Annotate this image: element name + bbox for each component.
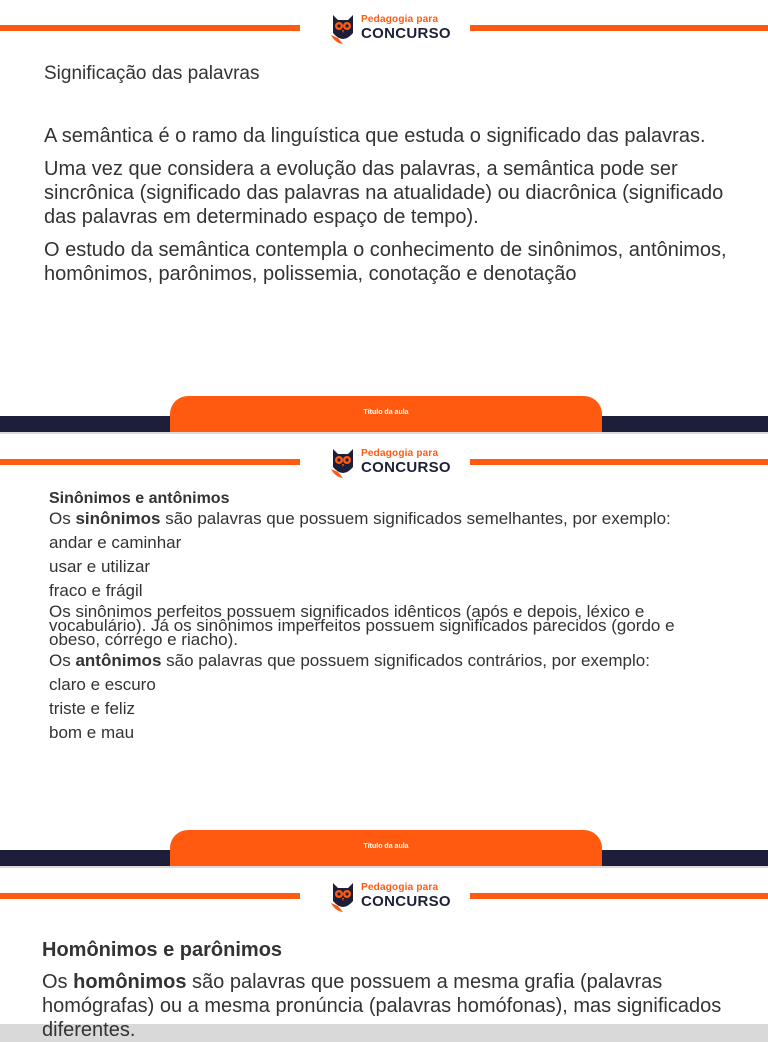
slide-2-content	[49, 489, 729, 747]
header-line-right	[470, 25, 768, 31]
list-item: claro e escuro	[49, 675, 156, 694]
header-line-left	[0, 459, 300, 465]
homonyms-definition	[42, 970, 732, 1042]
antonyms-definition	[49, 651, 729, 670]
slide-2-heading: Sinônimos e antônimos	[49, 490, 230, 507]
footer-tab	[170, 830, 602, 866]
text-rest: são palavras que possuem significados semelhantes, por exemplo:	[160, 509, 671, 528]
slide-1-heading: Significação das palavras	[44, 63, 260, 84]
list-item: bom e mau	[49, 723, 135, 742]
paragraph: A semântica é o ramo da linguística que estuda o significado das palavras.	[44, 125, 706, 147]
owl-icon	[329, 445, 357, 479]
list-item: triste e feliz	[49, 699, 135, 718]
header-line-left	[0, 893, 300, 899]
owl-icon	[329, 879, 357, 913]
text-prefix: Os	[49, 509, 76, 528]
list-item: andar e caminhar	[49, 533, 182, 552]
paragraph: Uma vez que considera a evolução das palavras, a semântica pode ser sincrônica (significado das palavras na atualidade) ou diacrônica (significado das palavras em determinado espaço de tempo).	[44, 158, 724, 228]
owl-icon	[329, 11, 357, 45]
text-prefix: Os	[42, 971, 74, 993]
brand-name-bottom: CONCURSO	[361, 893, 451, 910]
list-item: usar e utilizar	[49, 557, 151, 576]
brand-name-top: Pedagogia para	[361, 14, 439, 25]
footer-title: Título da aula	[363, 409, 409, 416]
term-antonimos: antônimos	[75, 651, 162, 670]
slide-1	[0, 0, 768, 432]
slide-3-heading: Homônimos e parônimos	[42, 939, 283, 961]
header-line-right	[470, 893, 768, 899]
perfect-synonyms-note: Os sinônimos perfeitos possuem significados idênticos (após e depois, léxico e vocabulário). Já os sinônimos imperfeitos possuem significados parecidos (gordo e obeso, córrego e riacho).	[49, 602, 675, 649]
text-prefix: Os	[49, 651, 76, 670]
synonyms-definition	[49, 509, 729, 528]
text-rest: são palavras que possuem a mesma grafia (palavras homógrafas) ou a mesma pronúncia (palavras homófonas), mas significados diferentes.	[42, 971, 722, 1041]
paragraph: O estudo da semântica contempla o conhecimento de sinônimos, antônimos, homônimos, parônimos, polissemia, conotação e denotação	[44, 239, 727, 285]
brand-name-bottom: CONCURSO	[361, 459, 451, 476]
brand-name-top: Pedagogia para	[361, 882, 439, 893]
slide-3-content	[42, 938, 732, 1042]
term-homonimos: homônimos	[73, 971, 187, 993]
slide-1-content	[44, 62, 734, 295]
list-item: fraco e frágil	[49, 581, 143, 600]
footer-title: Título da aula	[363, 843, 409, 850]
header-line-right	[470, 459, 768, 465]
header-line-left	[0, 25, 300, 31]
footer-tab	[170, 396, 602, 432]
brand-name-bottom: CONCURSO	[361, 25, 451, 42]
text-rest: são palavras que possuem significados contrários, por exemplo:	[161, 651, 650, 670]
brand-logo	[327, 878, 451, 914]
brand-name-top: Pedagogia para	[361, 448, 439, 459]
term-sinonimos: sinônimos	[75, 509, 161, 528]
brand-logo	[327, 444, 451, 480]
brand-logo	[327, 10, 451, 46]
